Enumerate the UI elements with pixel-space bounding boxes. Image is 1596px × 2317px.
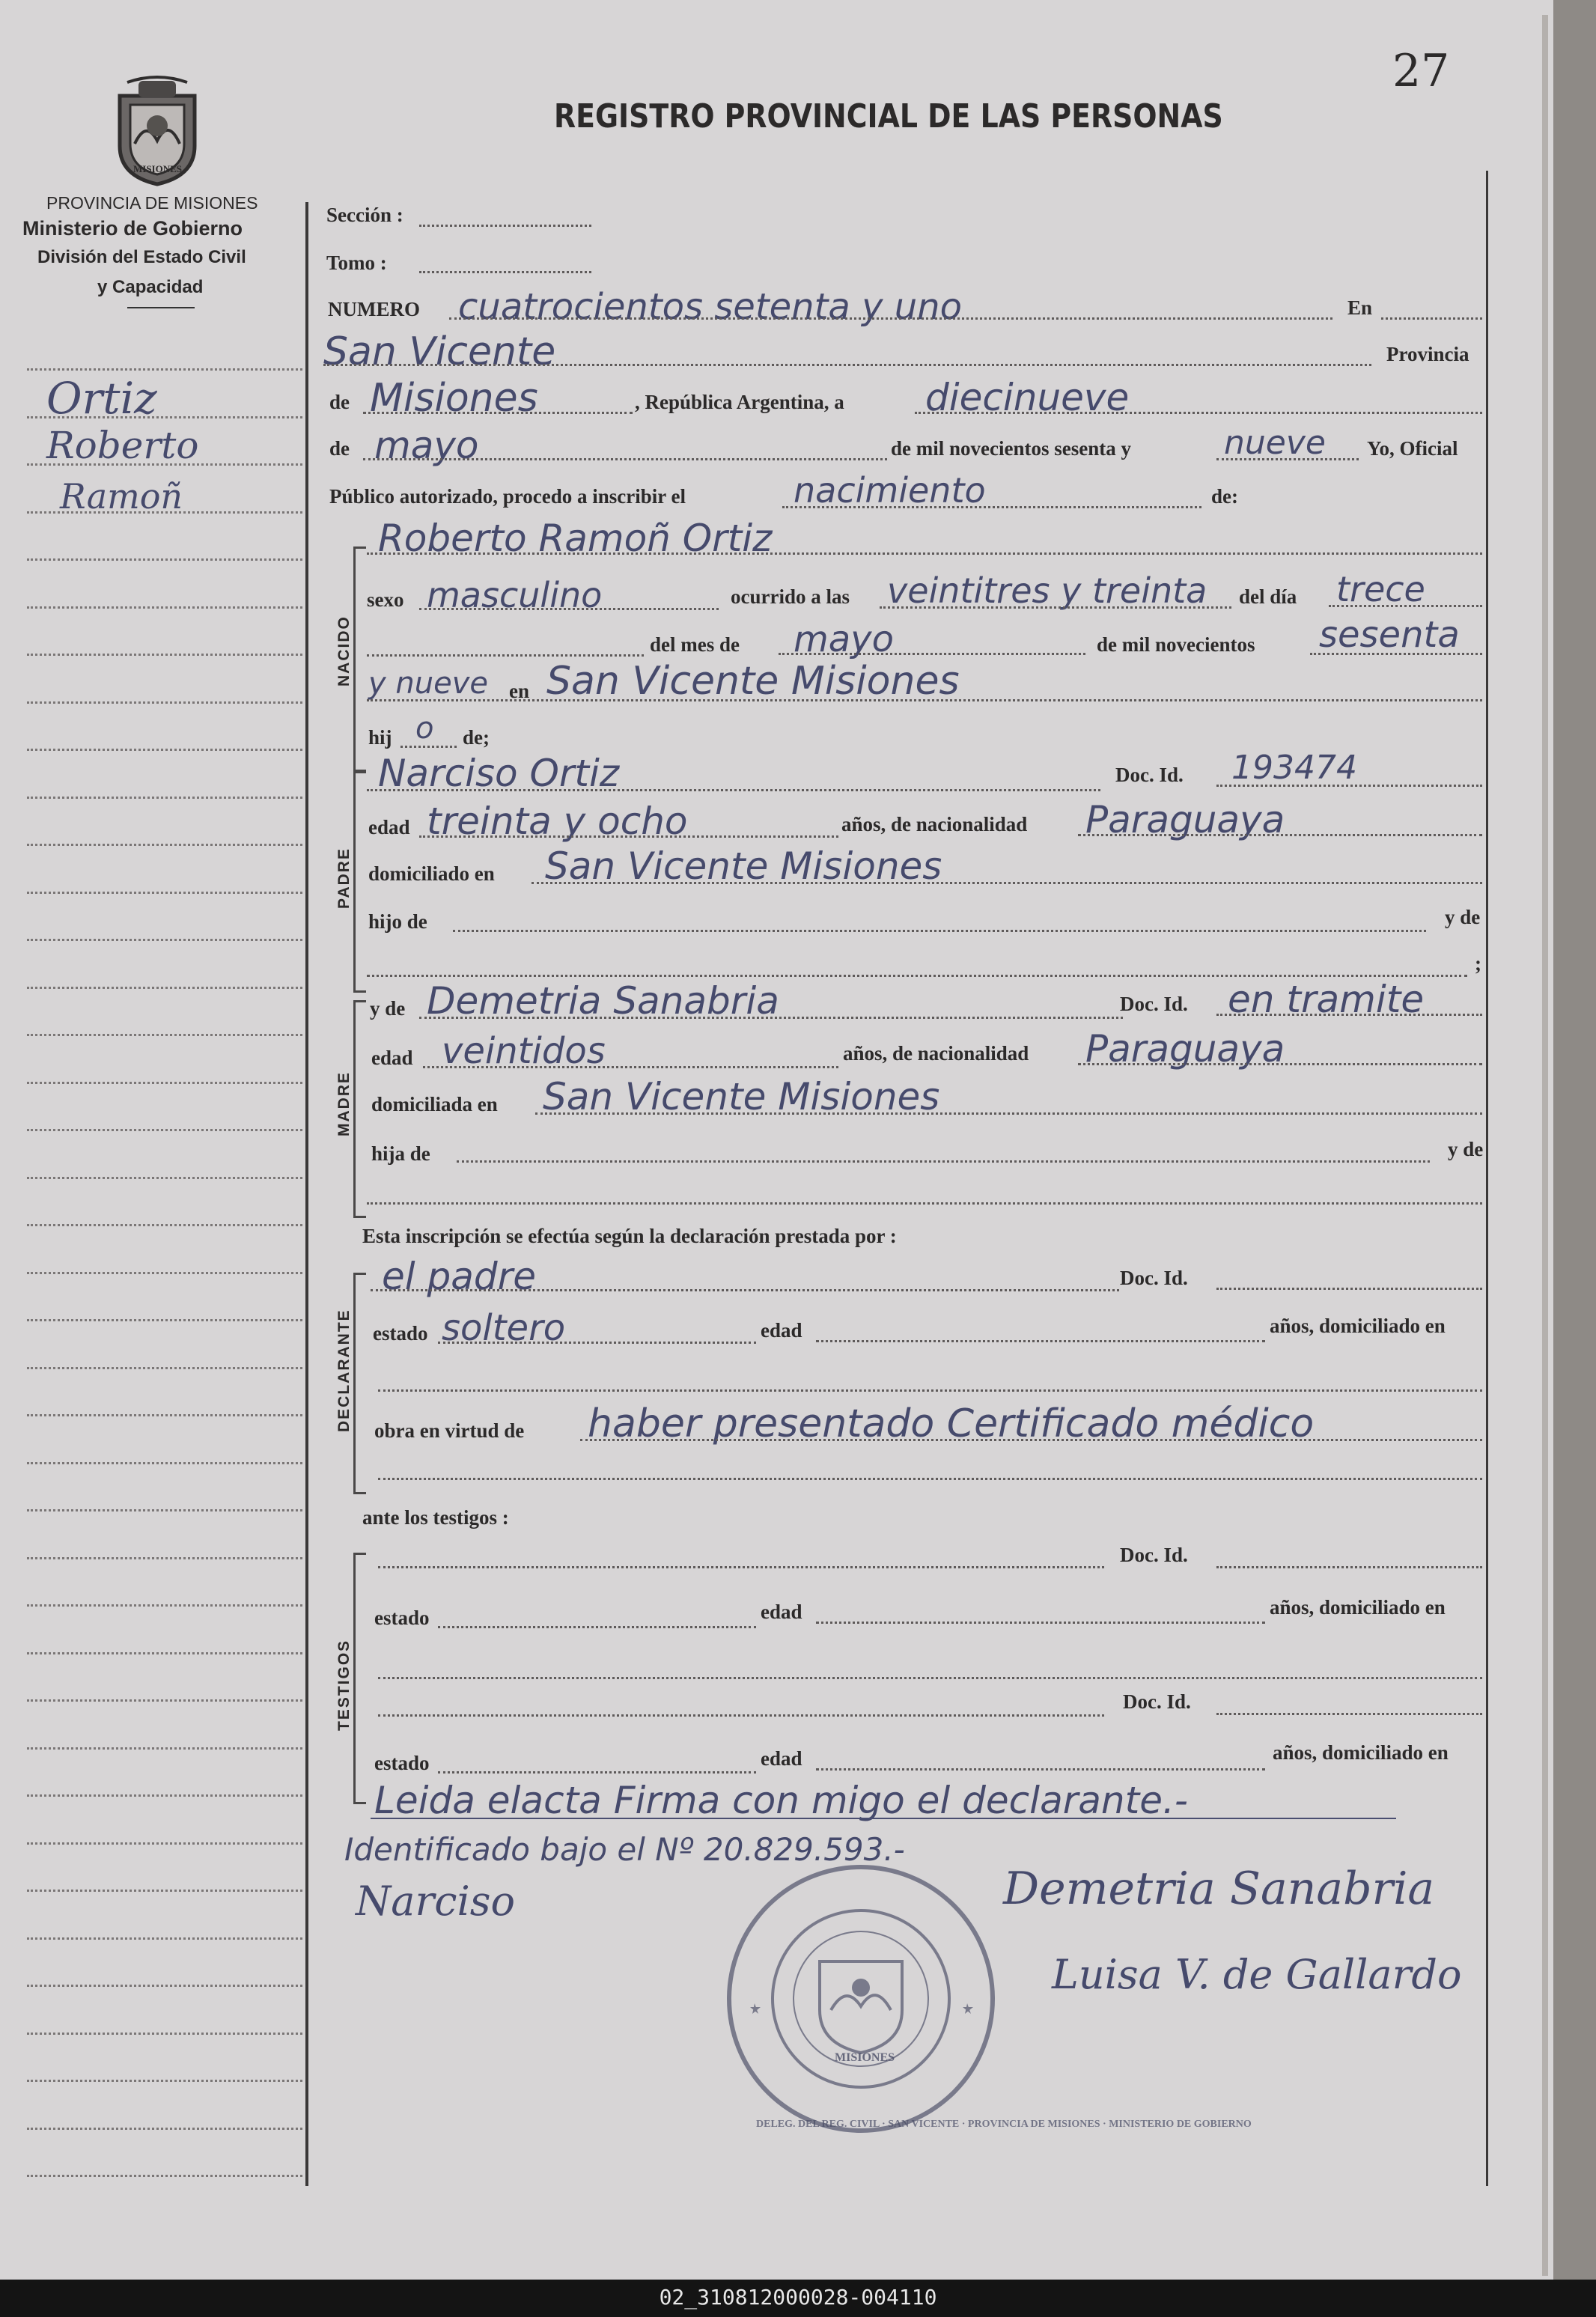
official-stamp xyxy=(719,1857,1003,2141)
mes-nac-field xyxy=(779,653,1085,655)
margin-line xyxy=(27,1699,302,1702)
margin-given-name-2: Ramoñ xyxy=(60,476,183,517)
margin-line xyxy=(27,2128,302,2130)
hijo-de-field xyxy=(453,930,1426,932)
testigo1-dom-field xyxy=(378,1677,1482,1679)
acto-value: nacimiento xyxy=(794,470,986,511)
dia-nac-field xyxy=(1329,605,1482,607)
hij-label: hij xyxy=(368,726,392,749)
decl-dom-field xyxy=(378,1389,1482,1392)
padre-nac-field xyxy=(1078,834,1482,836)
margin-line xyxy=(27,749,302,751)
lugar-nac-field xyxy=(367,699,1482,701)
nacido-label: NACIDO xyxy=(335,615,353,686)
testigo2-doc-field xyxy=(1216,1713,1482,1715)
madre-edad-label: edad xyxy=(371,1047,413,1069)
margin-line xyxy=(27,939,302,941)
hijo-field xyxy=(400,746,457,748)
madre-dom-label: domiciliada en xyxy=(371,1093,498,1115)
margin-given-name-1: Roberto xyxy=(46,424,199,467)
testigos-bracket xyxy=(353,1553,366,1804)
decl-estado-label: estado xyxy=(373,1322,428,1345)
margin-line xyxy=(27,797,302,799)
margin-rule xyxy=(305,202,308,2186)
padre-edad-value: treinta y ocho xyxy=(427,800,688,843)
firma-madre: Demetria Sanabria xyxy=(1003,1863,1435,1915)
y-de-madre-label: y de xyxy=(370,997,406,1020)
obra-label: obra en virtud de xyxy=(374,1419,525,1442)
acto-field xyxy=(782,506,1201,508)
madre-doc-value: en tramite xyxy=(1228,978,1425,1021)
decl-edad-label: edad xyxy=(761,1319,802,1342)
testigo1-edad-label: edad xyxy=(761,1601,802,1623)
anio-nac-value: sesenta xyxy=(1319,614,1460,656)
decl-edad-field xyxy=(816,1340,1265,1342)
margin-line xyxy=(27,654,302,656)
declarante-bracket xyxy=(353,1273,366,1494)
decl-estado-value: soltero xyxy=(442,1307,566,1349)
tomo-label: Tomo : xyxy=(326,252,387,274)
stamp-inner-text: MISIONES xyxy=(835,2051,895,2064)
madre-dom-value: San Vicente Misiones xyxy=(543,1075,940,1118)
seccion-field xyxy=(419,225,591,227)
org-line-2: Ministerio de Gobierno xyxy=(22,217,243,240)
margin-line xyxy=(27,1462,302,1464)
madre-edad-value: veintidos xyxy=(442,1030,606,1072)
hijo-value: o xyxy=(415,711,434,746)
margin-line xyxy=(27,1319,302,1321)
madre-doc-label: Doc. Id. xyxy=(1120,993,1188,1015)
margin-line xyxy=(27,1082,302,1084)
mes-value: mayo xyxy=(374,424,479,467)
margin-line xyxy=(27,368,302,371)
firma-oficial: Luisa V. de Gallardo xyxy=(1052,1951,1462,1998)
testigo2-dom-label: años, domiciliado en xyxy=(1273,1741,1449,1764)
sexo-field xyxy=(419,608,719,610)
padre-extra-field xyxy=(367,975,1467,977)
del-dia-label: del día xyxy=(1239,585,1297,608)
madre-label: MADRE xyxy=(335,1071,353,1136)
org-line-1: PROVINCIA DE MISIONES xyxy=(46,193,258,213)
obra-extra-field xyxy=(378,1478,1482,1480)
page-title: REGISTRO PROVINCIAL DE LAS PERSONAS xyxy=(554,97,1223,136)
margin-line xyxy=(27,1842,302,1845)
declarante-label: DECLARANTE xyxy=(335,1309,353,1432)
de-semi-label: de; xyxy=(463,726,490,749)
stamp-outer-text: DELEG. DEL REG. CIVIL · SAN VICENTE · PROVINCIA DE MISIONES · MINISTERIO DE GOBIERNO xyxy=(756,2119,1252,2130)
margin-line xyxy=(27,2080,302,2082)
de-label: de xyxy=(329,391,350,413)
testigo1-estado-label: estado xyxy=(374,1607,430,1629)
margin-line xyxy=(27,1272,302,1274)
ocurrido-label: ocurrido a las xyxy=(731,585,850,608)
margin-line xyxy=(27,2033,302,2035)
inscripcion-label: Esta inscripción se efectúa según la declaración prestada por : xyxy=(362,1225,897,1247)
hija-de-label: hija de xyxy=(371,1142,430,1165)
declarante-doc-field xyxy=(1216,1288,1482,1290)
padre-edad-label: edad xyxy=(368,816,410,838)
margin-line xyxy=(27,1129,302,1131)
decl-estado-field xyxy=(438,1342,756,1344)
en-label: En xyxy=(1347,296,1373,319)
page-edge xyxy=(1553,0,1596,2280)
mes-field xyxy=(363,458,887,460)
dia-nac-value: trece xyxy=(1336,569,1425,609)
nota-identificacion: Identificado bajo el Nº 20.829.593.- xyxy=(344,1831,905,1868)
hijo-de-label: hijo de xyxy=(368,910,427,933)
right-rule xyxy=(1486,171,1488,2186)
padre-bracket xyxy=(353,771,366,993)
en2-label: en xyxy=(509,680,529,702)
margin-line xyxy=(27,606,302,609)
testigo1-doc-field xyxy=(1216,1566,1482,1568)
nota-lectura: Leida elacta Firma con migo el declarante.- xyxy=(374,1779,1188,1822)
madre-nombre-field xyxy=(419,1017,1123,1019)
nombre-value: Roberto Ramoñ Ortiz xyxy=(378,517,773,560)
de-mil-label: de mil novecientos sesenta y xyxy=(891,437,1131,460)
testigo2-edad-field xyxy=(816,1768,1265,1771)
madre-nombre-value: Demetria Sanabria xyxy=(427,979,779,1023)
org-line-4: y Capacidad xyxy=(97,277,204,297)
lugar-value: San Vicente xyxy=(323,329,556,374)
padre-anios-label: años, de nacionalidad xyxy=(841,813,1028,835)
provincia-field xyxy=(363,412,633,414)
nacido-bracket xyxy=(353,546,366,772)
margin-line xyxy=(27,1414,302,1416)
anio-value: nueve xyxy=(1224,424,1326,462)
padre-doc-label: Doc. Id. xyxy=(1115,764,1184,786)
testigo1-dom-label: años, domiciliado en xyxy=(1270,1596,1446,1619)
tomo-field xyxy=(419,271,591,273)
margin-line xyxy=(27,2175,302,2177)
margin-line xyxy=(27,1652,302,1654)
crest-label: MISIONES xyxy=(133,163,183,174)
publico-label: Público autorizado, procedo a inscribir el xyxy=(329,485,686,508)
numero-field xyxy=(449,317,1332,320)
page-number: 27 xyxy=(1392,45,1450,97)
padre-doc-value: 193474 xyxy=(1231,749,1357,787)
margin-line xyxy=(27,558,302,561)
provincia-label: Provincia xyxy=(1386,343,1469,365)
margin-line xyxy=(27,1747,302,1750)
padre-nombre-field xyxy=(367,789,1100,791)
madre-anios-label: años, de nacionalidad xyxy=(843,1042,1029,1065)
dia-field xyxy=(915,412,1482,414)
testigo2-estado-label: estado xyxy=(374,1752,430,1774)
margin-line xyxy=(27,1367,302,1369)
declarante-field xyxy=(371,1289,1119,1291)
margin-line xyxy=(27,1224,302,1226)
sexo-label: sexo xyxy=(367,588,404,611)
page-edge-line xyxy=(1542,15,1548,2276)
numero-label: NUMERO xyxy=(328,298,420,320)
margin-line xyxy=(27,844,302,846)
margin-line xyxy=(27,1557,302,1559)
del-mes-label: del mes de xyxy=(650,633,740,656)
padre-y-de-label: y de xyxy=(1445,906,1481,928)
padre-edad-field xyxy=(419,835,838,838)
anio-nac-cont-value: y nueve xyxy=(368,666,488,701)
padre-dom-value: San Vicente Misiones xyxy=(545,844,942,888)
madre-nac-value: Paraguaya xyxy=(1085,1027,1285,1071)
margin-line xyxy=(27,1937,302,1940)
provincia-value: Misiones xyxy=(370,376,538,421)
margin-line xyxy=(27,987,302,989)
dia-value: diecinueve xyxy=(925,376,1130,419)
margin-surname: Ortiz xyxy=(46,373,157,424)
margin-line xyxy=(27,1890,302,1892)
hora-field xyxy=(880,606,1231,609)
republica-label: , República Argentina, a xyxy=(635,391,844,413)
padre-dom-field xyxy=(532,882,1482,884)
madre-dom-field xyxy=(535,1112,1482,1115)
declarante-doc-label: Doc. Id. xyxy=(1120,1267,1188,1289)
de-colon-label: de: xyxy=(1211,485,1238,508)
testigo1-doc-label: Doc. Id. xyxy=(1120,1544,1188,1566)
madre-doc-field xyxy=(1216,1014,1482,1016)
anio-field xyxy=(1216,458,1359,460)
madre-bracket xyxy=(353,1000,366,1218)
testigos-label: ante los testigos : xyxy=(362,1506,509,1529)
decl-dom-label: años, domiciliado en xyxy=(1270,1315,1446,1337)
testigo1-edad-field xyxy=(816,1622,1265,1624)
padre-dom-label: domiciliado en xyxy=(368,862,495,885)
testigos-vlabel: TESTIGOS xyxy=(335,1639,353,1731)
pre-mes-field xyxy=(367,654,644,657)
declarante-value: el padre xyxy=(382,1255,536,1298)
semicolon: ; xyxy=(1475,952,1481,975)
margin-line xyxy=(27,892,302,894)
lugar-nac-value: San Vicente Misiones xyxy=(546,659,960,704)
en-field xyxy=(1381,317,1482,320)
numero-value: cuatrocientos setenta y uno xyxy=(458,286,962,328)
anio-nac-field xyxy=(1310,653,1482,655)
testigo2-doc-label: Doc. Id. xyxy=(1123,1690,1191,1713)
madre-extra-field xyxy=(367,1202,1482,1205)
testigo2-field xyxy=(378,1714,1104,1717)
madre-nac-field xyxy=(1078,1063,1482,1065)
margin-line xyxy=(27,1509,302,1511)
obra-field xyxy=(580,1439,1482,1441)
de-mil2-label: de mil novecientos xyxy=(1097,633,1255,656)
margin-line xyxy=(27,701,302,704)
padre-doc-field xyxy=(1216,785,1482,787)
padre-nac-value: Paraguaya xyxy=(1085,798,1285,841)
divider xyxy=(127,307,195,308)
testigo1-field xyxy=(378,1566,1104,1568)
testigo2-edad-label: edad xyxy=(761,1747,802,1770)
firma-padre: Narciso xyxy=(356,1878,515,1925)
padre-label: PADRE xyxy=(335,847,353,909)
seccion-label: Sección : xyxy=(326,204,403,226)
hija-de-field xyxy=(457,1160,1430,1163)
testigo2-estado-field xyxy=(438,1771,756,1773)
madre-edad-field xyxy=(423,1066,838,1068)
margin-line xyxy=(27,1177,302,1179)
nombre-field xyxy=(367,552,1482,555)
hora-value: veintitres y treinta xyxy=(887,570,1207,611)
de-mes-label: de xyxy=(329,437,350,460)
padre-nombre-value: Narciso Ortiz xyxy=(378,752,620,795)
obra-value: haber presentado Certificado médico xyxy=(588,1401,1315,1446)
margin-line xyxy=(27,1794,302,1797)
scan-id: 02_310812000028-004110 xyxy=(659,2285,937,2310)
org-line-3: División del Estado Civil xyxy=(37,247,246,267)
sexo-value: masculino xyxy=(427,575,603,615)
margin-line xyxy=(27,1604,302,1607)
margin-line xyxy=(27,1034,302,1036)
madre-y-de-label: y de xyxy=(1448,1138,1484,1160)
testigo1-estado-field xyxy=(438,1626,756,1628)
yo-oficial-label: Yo, Oficial xyxy=(1367,437,1458,460)
nota-lectura-underline xyxy=(371,1818,1396,1819)
margin-line xyxy=(27,1985,302,1987)
mes-nac-value: mayo xyxy=(794,618,894,660)
lugar-field xyxy=(323,364,1371,366)
